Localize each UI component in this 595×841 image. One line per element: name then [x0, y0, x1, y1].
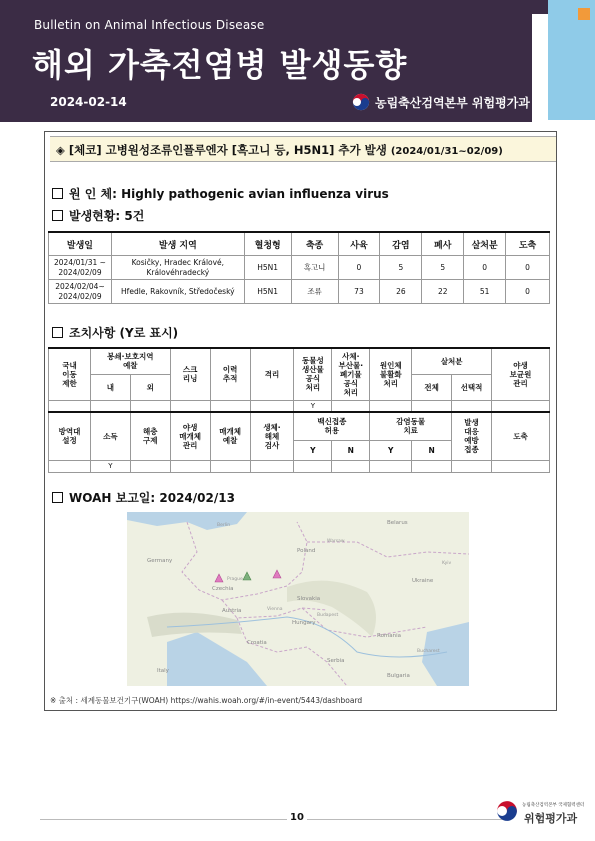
table-cell [170, 460, 210, 472]
table-cell: 5 [422, 256, 464, 280]
map-label: Bucharest [417, 649, 440, 654]
table-header: 매개체 예찰 [210, 412, 250, 460]
map-label: Romania [377, 633, 402, 639]
table-header: N [412, 440, 452, 460]
header-banner [0, 0, 532, 122]
agency-name: 농림축산검역본부 위험평가과 [375, 96, 530, 110]
table-header: 야생 보균원 관리 [492, 348, 550, 400]
table-cell: 73 [338, 280, 380, 304]
footer-dept: 위험평가과 [524, 812, 578, 825]
table-header: 감염 [380, 232, 422, 256]
table-cell: Y [294, 400, 332, 412]
subject-dates: (2024/01/31~02/09) [390, 146, 503, 157]
table-cell: 2024/01/31 ~ 2024/02/09 [49, 256, 112, 280]
checkbox-square-icon [52, 492, 63, 503]
page-title: 해외 가축전염병 발생동향 [32, 46, 408, 84]
taegeuk-emblem-icon [352, 93, 370, 111]
table-cell: 0 [506, 256, 550, 280]
outbreak-table [48, 231, 550, 304]
table-header: 도축 [492, 412, 550, 460]
table-cell: H5N1 [244, 256, 291, 280]
table-header: 축종 [291, 232, 338, 256]
pathogen-label: 원 인 체: Highly pathogenic avian influenza virus [69, 187, 389, 201]
table-header: 야생 매개체 관리 [170, 412, 210, 460]
table-header: 국내 이동 제한 [49, 348, 91, 400]
map-graphic [127, 512, 469, 686]
table-cell [452, 460, 492, 472]
measures-header-row-2 [49, 412, 550, 440]
map-label: Italy [157, 668, 169, 674]
table-header: 내 [90, 374, 130, 400]
table-header: 봉쇄·보호지역 예찰 [90, 348, 170, 374]
status-line [52, 207, 144, 224]
table-cell [90, 400, 130, 412]
table-row [49, 400, 550, 412]
table-cell: H5N1 [244, 280, 291, 304]
table-cell: 0 [506, 280, 550, 304]
table-cell [412, 400, 452, 412]
table-header: 살처분 [412, 348, 492, 374]
table-header: 감염동물 치료 [370, 412, 452, 440]
table-row [49, 280, 550, 304]
table-header: 이력 추적 [210, 348, 250, 400]
header-accent-orange [578, 8, 590, 20]
woah-line [52, 489, 235, 506]
table-header: Y [370, 440, 412, 460]
table-cell: 26 [380, 280, 422, 304]
table-header: 선택적 [452, 374, 492, 400]
table-header: N [332, 440, 370, 460]
footer-divider [40, 819, 510, 820]
table-cell [294, 460, 332, 472]
map-label: Slovakia [297, 596, 321, 602]
table-header: 생체· 해체 검사 [250, 412, 294, 460]
map-label: Germany [147, 558, 173, 564]
checkbox-square-icon [52, 327, 63, 338]
table-cell [412, 460, 452, 472]
map-label: Berlin [217, 523, 231, 528]
table-cell: 흑고니 [291, 256, 338, 280]
table-cell [210, 400, 250, 412]
table-cell [370, 460, 412, 472]
table-header: 소독 [90, 412, 130, 460]
table-header: 폐사 [422, 232, 464, 256]
measures-header-row-1 [49, 348, 550, 374]
measures-line [52, 324, 178, 341]
table-cell [170, 400, 210, 412]
map-label: Czechia [212, 586, 234, 592]
header-accent-dark [532, 0, 548, 14]
issue-date: 2024-02-14 [50, 95, 127, 109]
table-header-row [49, 232, 550, 256]
map-label: Prague [227, 577, 243, 582]
table-cell: 0 [338, 256, 380, 280]
table-header: 발생일 [49, 232, 112, 256]
table-header: 사체· 부산물· 폐기물 공식 처리 [332, 348, 370, 400]
table-cell: 5 [380, 256, 422, 280]
table-cell [332, 460, 370, 472]
table-header: 동물성 생산물 공식 처리 [294, 348, 332, 400]
table-header: 해충 구제 [130, 412, 170, 460]
map-label: Poland [297, 548, 316, 554]
table-cell [492, 400, 550, 412]
table-cell: Hfedle, Rakovník, Středočeský [111, 280, 244, 304]
table-cell [250, 460, 294, 472]
map-label: Croatia [247, 640, 267, 646]
pathogen-line [52, 185, 389, 202]
table-row [49, 460, 550, 472]
table-row [49, 256, 550, 280]
table-header: 원인체 불활화 처리 [370, 348, 412, 400]
table-cell: 0 [464, 256, 506, 280]
table-cell: 22 [422, 280, 464, 304]
table-header: 방역대 설정 [49, 412, 91, 460]
table-cell [130, 400, 170, 412]
measures-table [48, 347, 550, 473]
checkbox-square-icon [52, 188, 63, 199]
table-header: 발생 대응 예방 접종 [452, 412, 492, 460]
table-header: 살처분 [464, 232, 506, 256]
table-header: 도축 [506, 232, 550, 256]
map-label: Belarus [387, 520, 408, 526]
map-label: Serbia [327, 658, 345, 664]
table-cell [130, 460, 170, 472]
table-header: 외 [130, 374, 170, 400]
table-cell [49, 400, 91, 412]
table-header: 전체 [412, 374, 452, 400]
checkbox-square-icon [52, 210, 63, 221]
table-cell: 조류 [291, 280, 338, 304]
table-header: 발생 지역 [111, 232, 244, 256]
source-note: ※ 출처 : 세계동물보건기구(WOAH) https://wahis.woah.org/#/in-event/5443/dashboard [50, 696, 363, 705]
table-cell [492, 460, 550, 472]
map-label: Vienna [267, 607, 283, 612]
map-label: Austria [222, 608, 242, 614]
taegeuk-emblem-icon [496, 800, 518, 822]
table-header: 사육 [338, 232, 380, 256]
table-header: 스크 리닝 [170, 348, 210, 400]
subject-bar [50, 136, 556, 162]
table-cell [250, 400, 294, 412]
table-cell [210, 460, 250, 472]
map-label: Hungary [292, 620, 316, 626]
map-label: Bulgaria [387, 673, 410, 679]
status-label: 발생현황: 5건 [69, 209, 145, 223]
woah-label: WOAH 보고일: 2024/02/13 [69, 491, 235, 505]
outbreak-map[interactable] [127, 512, 469, 686]
table-cell [332, 400, 370, 412]
map-label: Ukraine [412, 578, 434, 584]
table-header: 백신접종 허용 [294, 412, 370, 440]
table-cell [452, 400, 492, 412]
map-label: Kyiv [442, 561, 452, 566]
page-number: 10 [287, 812, 307, 823]
table-header: 혈청형 [244, 232, 291, 256]
table-header: 격리 [250, 348, 294, 400]
table-cell: 51 [464, 280, 506, 304]
subject-text: ◈ [체코] 고병원성조류인플루엔자 [흑고니 등, H5N1] 추가 발생 [56, 143, 387, 157]
measures-label: 조치사항 (Y로 표시) [69, 326, 179, 340]
table-cell: Kosičky, Hradec Králové, Královéhradecký [111, 256, 244, 280]
table-cell [370, 400, 412, 412]
bulletin-label: Bulletin on Animal Infectious Disease [34, 18, 265, 32]
table-cell: 2024/02/04~ 2024/02/09 [49, 280, 112, 304]
table-cell: Y [90, 460, 130, 472]
table-header: Y [294, 440, 332, 460]
map-label: Warsaw [327, 539, 345, 544]
footer-agency-small: 농림축산검역본부 국제협력센터 [522, 803, 585, 808]
table-cell [49, 460, 91, 472]
map-label: Budapest [317, 613, 339, 618]
